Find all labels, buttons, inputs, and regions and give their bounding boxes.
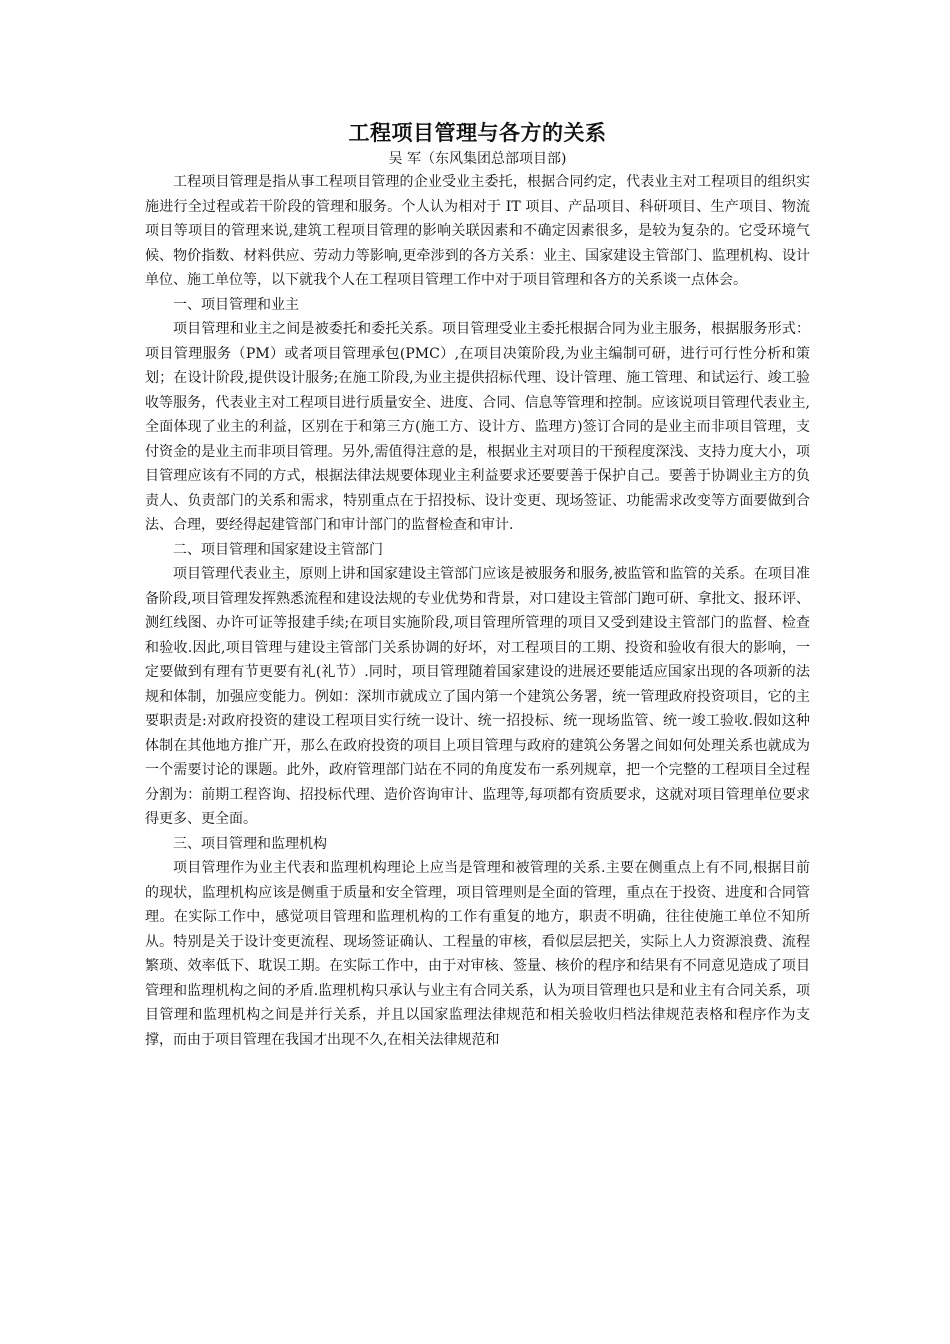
document-body [145, 118, 810, 1052]
document-title: 工程项目管理与各方的关系 [348, 120, 607, 145]
section-body-supervision: 项目管理作为业主代表和监理机构理论上应当是管理和被管理的关系.主要在侧重点上有不同,根据目前的现状，监理机构应该是侧重于质量和安全管理，项目管理则是全面的管理，重点在于投资、进度和合同管理。在实际工作中，感觉项目管理和监理机构的工作有重复的地方，职责不明确，往往使施工单位不知所从。特别是关于设计变更流程、现场签证确认、工程量的审核，看似层层把关，实际上人力资源浪费、流程繁琐、效率低下、耽误工期。在实际工作中，由于对审核、签量、核价的程序和结果有不同意见造成了项目管理和监理机构之间的矛盾.监理机构只承认与业主有合同关系，认为项目管理也只是和业主有合同关系，项目管理和监理机构之间是并行关系，并且以国家监理法律规范和相关验收归档法律规范表格和程序作为支撑，而由于项目管理在我国才出现不久,在相关法律规范和 [145, 860, 810, 1048]
section-heading-authority: 二、项目管理和国家建设主管部门 [173, 541, 383, 558]
intro-paragraph: 工程项目管理是指从事工程项目管理的企业受业主委托，根据合同约定，代表业主对工程项目的组织实施进行全过程或若干阶段的管理和服务。个人认为相对于 IT 项目、产品项目、科研项目、生产项目、物流项目等项目的管理来说,建筑工程项目管理的影响关联因素和不确定因素很多，是较为复杂的。它受环境气候、物价指数、材料供应、劳动力等影响,更牵涉到的各方关系：业主、国家建设主管部门、监理机构、设计单位、施工单位等，以下就我个人在工程项目管理工作中对于项目管理和各方的关系谈一点体会。 [145, 174, 810, 288]
section-body-owner: 项目管理和业主之间是被委托和委托关系。项目管理受业主委托根据合同为业主服务，根据服务形式：项目管理服务（PM）或者项目管理承包(PMC）,在项目决策阶段,为业主编制可研，进行可行性分析和策划；在设计阶段,提供设计服务;在施工阶段,为业主提供招标代理、设计管理、施工管理、和试运行、竣工验收等服务，代表业主对工程项目进行质量安全、进度、合同、信息等管理和控制。应该说项目管理代表业主,全面体现了业主的利益，区别在于和第三方(施工方、设计方、监理方)签订合同的是业主而非项目管理，支付资金的是业主而非项目管理。另外,需值得注意的是，根据业主对项目的干预程度深浅、支持力度大小，项目管理应该有不同的方式，根据法律法规要体现业主利益要求还要要善于保护自己。要善于协调业主方的负责人、负责部门的关系和需求，特别重点在于招投标、设计变更、现场签证、功能需求改变等方面要做到合法、合理，要经得起建管部门和审计部门的监督检查和审计. [145, 321, 810, 533]
section-heading-supervision: 三、项目管理和监理机构 [173, 835, 327, 852]
section-body-authority: 项目管理代表业主，原则上讲和国家建设主管部门应该是被服务和服务,被监管和监管的关系。在项目准备阶段,项目管理发挥熟悉流程和建设法规的专业优势和背景，对口建设主管部门跑可研、拿批文、报环评、测红线图、办许可证等报建手续;在项目实施阶段,项目管理所管理的项目又受到建设主管部门的监督、检查和验收.因此,项目管理与建设主管部门关系协调的好坏，对工程项目的工期、投资和验收有很大的影响，一定要做到有理有节更要有礼(礼节）.同时，项目管理随着国家建设的进展还要能适应国家出现的各项新的法规和体制，加强应变能力。例如：深圳市就成立了国内第一个建筑公务署，统一管理政府投资项目，它的主要职责是:对政府投资的建设工程项目实行统一设计、统一招投标、统一现场监管、统一竣工验收.假如这种体制在其他地方推广开，那么在政府投资的项目上项目管理与政府的建筑公务署之间如何处理关系也就成为一个需要讨论的课题。此外，政府管理部门站在不同的角度发布一系列规章，把一个完整的工程项目全过程分割为：前期工程咨询、招投标代理、造价咨询审计、监理等,每项都有资质要求，这就对项目管理单位要求得更多、更全面。 [145, 566, 810, 827]
document-author: 吴 军（东风集团总部项目部) [388, 151, 567, 167]
section-heading-owner: 一、项目管理和业主 [173, 296, 299, 313]
